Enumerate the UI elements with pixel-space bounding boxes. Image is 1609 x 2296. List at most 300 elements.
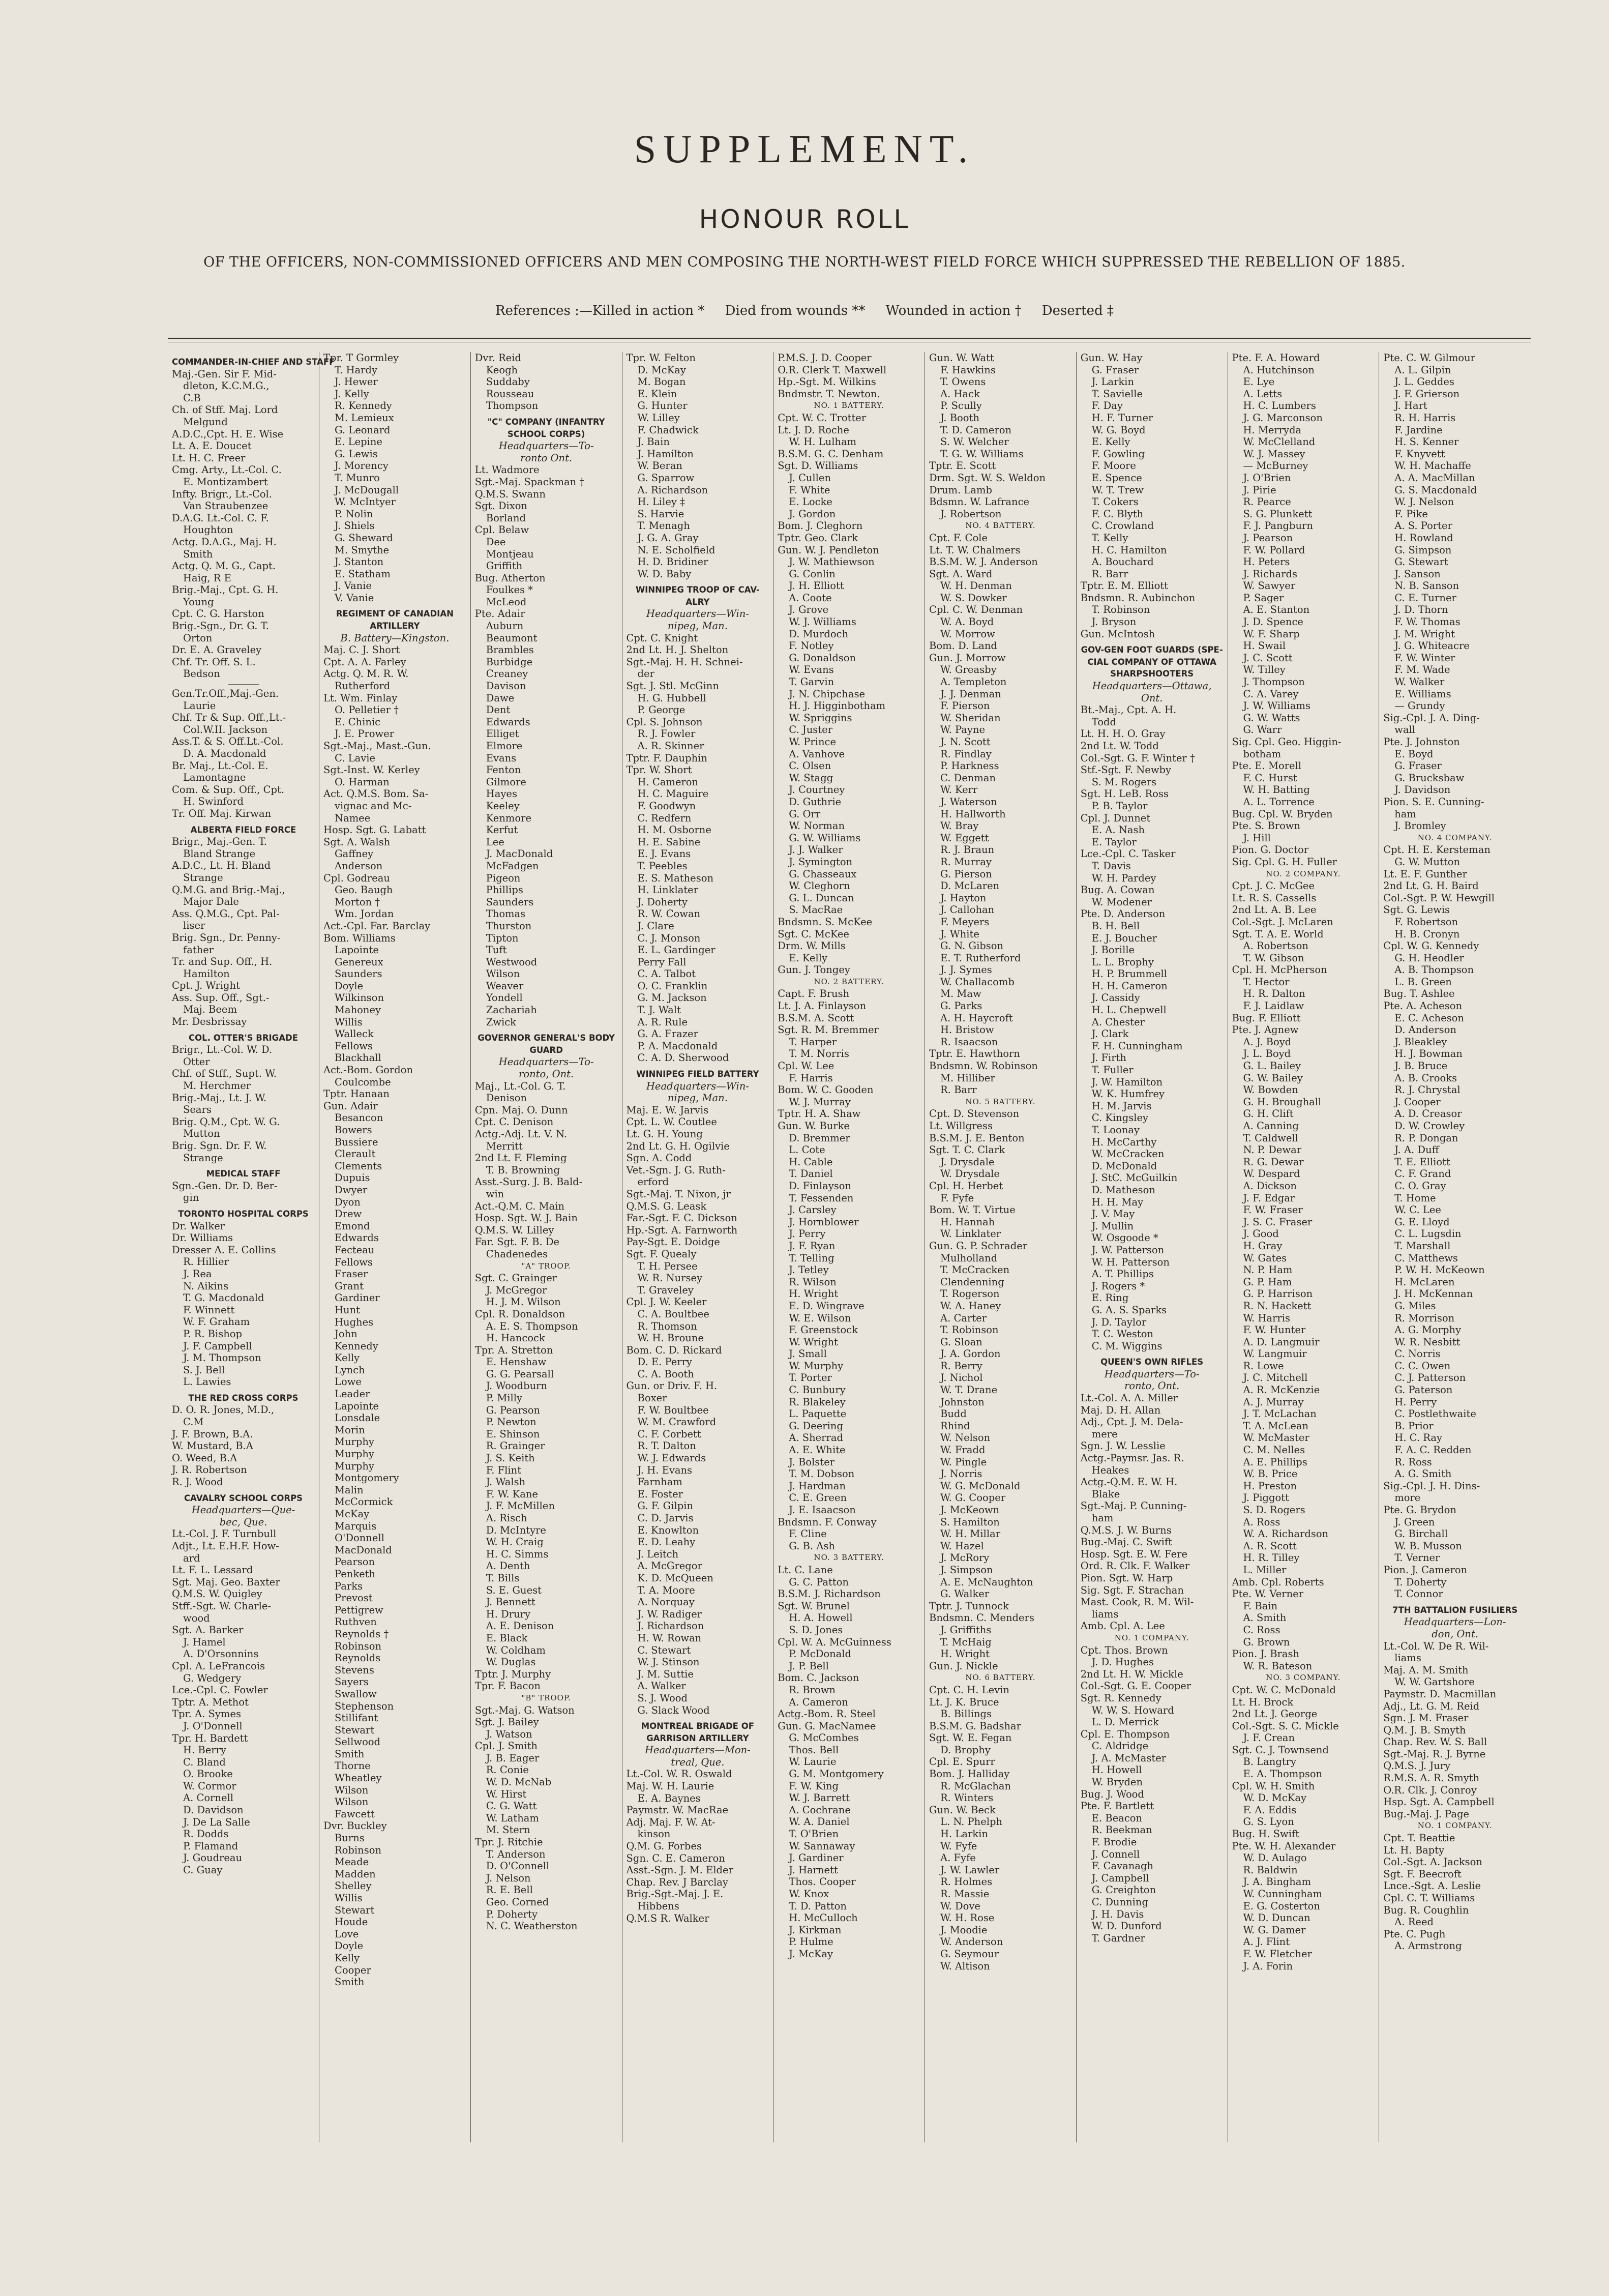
- roll-entry: J. D. Thorn: [1394, 604, 1448, 616]
- roll-entry: O. C. Franklin: [637, 980, 708, 992]
- roll-entry: J. S. Keith: [486, 1452, 535, 1464]
- roll-entry: Beaumont: [486, 632, 538, 644]
- roll-entry: J. Callohan: [940, 904, 995, 916]
- roll-entry: vignac and Mc-: [335, 800, 412, 812]
- roll-entry: J. McGregor: [486, 1284, 547, 1296]
- roll-entry: Pion. J. Brash: [1232, 1648, 1300, 1660]
- roll-entry: Tr. and Sup. Off., H.: [172, 956, 273, 968]
- roll-entry: R. P. Dongan: [1394, 1132, 1458, 1144]
- roll-entry: J. Tetley: [789, 1264, 829, 1276]
- roll-entry: Morton †: [335, 896, 380, 908]
- roll-entry: J. Hewer: [335, 376, 378, 388]
- roll-entry: F. W. Boultbee: [637, 1404, 709, 1416]
- roll-entry: Tptr. J. Murphy: [474, 1668, 551, 1680]
- roll-entry: W. Spriggins: [789, 712, 852, 724]
- roll-entry: Hosp. Sgt. G. Labatt: [323, 824, 426, 836]
- roll-entry: H. M. Jarvis: [1091, 1100, 1152, 1112]
- roll-entry: ham: [1091, 1512, 1114, 1524]
- roll-entry: L. Cote: [789, 1144, 825, 1156]
- roll-entry: Mahoney: [335, 1004, 381, 1016]
- roll-entry: Smith: [335, 1748, 365, 1760]
- roll-entry: R. J. Chrystal: [1394, 1084, 1461, 1096]
- roll-entry: Pion. S. E. Cunning-: [1383, 796, 1484, 808]
- roll-entry: Bom. C. D. Rickard: [626, 1344, 722, 1356]
- unit-heading: CAVALRY SCHOOL CORPS: [184, 1493, 303, 1503]
- roll-entry: Thos. Cooper: [789, 1876, 856, 1888]
- roll-entry: liser: [183, 920, 205, 932]
- roll-entry: Tpr. W. Felton: [626, 352, 696, 364]
- roll-entry: Smith: [183, 548, 213, 560]
- roll-entry: C. Olsen: [789, 760, 831, 772]
- roll-entry: S. D. Jones: [789, 1624, 843, 1636]
- roll-entry: J. L. Geddes: [1394, 376, 1454, 388]
- roll-entry: W. H. Patterson: [1091, 1256, 1170, 1268]
- roll-entry: N. P. Ham: [1243, 1264, 1293, 1276]
- roll-entry: G. H. Broughall: [1243, 1096, 1322, 1108]
- roll-entry: W. J. Massey: [1243, 448, 1305, 460]
- roll-entry: D. O'Connell: [486, 1860, 550, 1872]
- roll-entry: 2nd Lt. G. H. Ogilvie: [626, 1140, 730, 1152]
- roll-entry: G. S. Lyon: [1243, 1816, 1294, 1828]
- roll-entry: T. Savielle: [1091, 388, 1143, 400]
- roll-entry: Bom. J. Halliday: [929, 1768, 1010, 1780]
- roll-entry: T. H. Persee: [637, 1260, 698, 1272]
- roll-entry: J. Davidson: [1394, 784, 1451, 796]
- roll-entry: Pigeon: [486, 872, 521, 884]
- roll-entry: Bug. Cpl. W. Bryden: [1232, 808, 1333, 820]
- roll-entry: Cpl. C. W. Denman: [929, 604, 1023, 616]
- roll-entry: Vet.-Sgn. J. G. Ruth-: [626, 1164, 726, 1176]
- roll-entry: Far.-Sgt. F. C. Dickson: [626, 1212, 737, 1224]
- roll-entry: J. Gordon: [789, 508, 836, 520]
- roll-entry: W. Bray: [940, 820, 979, 832]
- roll-entry: Sgt. T. A. E. World: [1232, 928, 1324, 940]
- roll-entry: W. Sannaway: [789, 1840, 855, 1852]
- roll-entry: J. Doherty: [637, 896, 688, 908]
- roll-entry: W. Prince: [789, 736, 836, 748]
- roll-entry: G. Stewart: [1394, 556, 1448, 568]
- roll-entry: Bussiere: [335, 1136, 378, 1148]
- roll-entry: J. A. Forin: [1243, 1960, 1293, 1972]
- roll-entry: Lt. H. Bapty: [1383, 1844, 1445, 1856]
- roll-entry: T. Daniel: [789, 1168, 833, 1180]
- roll-entry: R. Blakeley: [789, 1396, 846, 1408]
- roll-entry: Wm. Jordan: [335, 908, 394, 920]
- roll-entry: H. Rowland: [1394, 532, 1453, 544]
- roll-entry: Cpl. H. McPherson: [1232, 964, 1327, 976]
- roll-entry: ard: [183, 1552, 200, 1564]
- roll-entry: A. Cochrane: [789, 1804, 851, 1816]
- roll-entry: Lowe: [335, 1376, 362, 1388]
- roll-entry: Amb. Cpl. Roberts: [1232, 1576, 1324, 1588]
- roll-entry: F. Meyers: [940, 916, 990, 928]
- roll-entry: J. Richardson: [637, 1620, 704, 1632]
- roll-entry: R. E. Bell: [486, 1884, 533, 1896]
- roll-entry: Q.M.S. Swann: [474, 488, 546, 500]
- roll-entry: T. G. Macdonald: [183, 1292, 264, 1304]
- roll-entry: G. McCombes: [789, 1732, 859, 1744]
- roll-entry: W. G. McDonald: [940, 1480, 1021, 1492]
- ref-wounded: Wounded in action †: [885, 303, 1022, 318]
- roll-entry: C. M. Wiggins: [1091, 1340, 1163, 1352]
- roll-entry: J. White: [940, 928, 979, 940]
- roll-entry: Houde: [335, 1916, 368, 1928]
- roll-entry: W. Bowden: [1243, 1084, 1298, 1096]
- roll-entry: Tptr. Geo. Clark: [778, 532, 858, 544]
- references-legend: [0, 303, 1609, 318]
- roll-entry: W. Beran: [637, 460, 682, 472]
- roll-entry: W. Lilley: [637, 411, 680, 424]
- roll-entry: Chf. Tr & Sup. Off.,Lt.-: [172, 712, 286, 724]
- roll-entry: J. S. C. Fraser: [1243, 1216, 1313, 1228]
- roll-entry: R. Massie: [940, 1888, 990, 1900]
- roll-entry: A. Walker: [637, 1680, 686, 1692]
- roll-entry: Sgn. J. M. Fraser: [1383, 1712, 1469, 1724]
- roll-entry: Sgt. H. LeB. Ross: [1080, 788, 1169, 800]
- roll-entry: Amb. Cpl. A. Lee: [1080, 1620, 1165, 1632]
- roll-entry: H. Howell: [1091, 1764, 1142, 1776]
- roll-entry: H. J. Higginbotham: [789, 700, 886, 712]
- roll-entry: G. P. Ham: [1243, 1276, 1292, 1288]
- roll-entry: T. A. Moore: [637, 1584, 695, 1596]
- roll-entry: T. D. Patton: [789, 1900, 847, 1912]
- roll-entry: J. McRory: [940, 1552, 990, 1564]
- roll-entry: H. A. Howell: [789, 1612, 853, 1624]
- roll-entry: W. Tilley: [1243, 664, 1286, 676]
- roll-entry: W. D. Aulago: [1243, 1852, 1307, 1864]
- roll-entry: A. E. Denison: [486, 1620, 554, 1632]
- roll-entry: H. Hallworth: [940, 808, 1006, 820]
- roll-entry: Tptr. A. Methot: [172, 1696, 249, 1708]
- roll-entry: H. Liley ‡: [637, 496, 685, 508]
- roll-entry: J. Courtney: [789, 784, 845, 796]
- roll-entry: Dvr. Reid: [474, 352, 521, 364]
- roll-entry: J. F. McMillen: [486, 1500, 555, 1512]
- roll-entry: Act.-Bom. Gordon: [323, 1064, 413, 1076]
- roll-entry: E. Klein: [637, 388, 677, 400]
- roll-entry: Lapointe: [335, 1400, 379, 1412]
- roll-entry: Drum. Lamb: [929, 484, 992, 496]
- roll-entry: Cpt. T. Beattie: [1383, 1832, 1455, 1844]
- roll-entry: Gun. W. Hay: [1080, 352, 1143, 364]
- roll-entry: P. R. Bishop: [183, 1328, 243, 1340]
- roll-entry: Kelly: [335, 1952, 360, 1964]
- roll-column: [773, 352, 925, 2142]
- roll-entry: Gardiner: [335, 1292, 380, 1304]
- roll-entry: J. Hamel: [183, 1636, 226, 1648]
- roll-entry: J. Nichol: [940, 1372, 983, 1384]
- roll-entry: Sgt. J. Stl. McGinn: [626, 680, 719, 692]
- roll-entry: T. Anderson: [486, 1848, 546, 1860]
- roll-entry: T. Robinson: [1091, 604, 1150, 616]
- roll-entry: McLeod: [486, 596, 527, 608]
- roll-entry: Boxer: [637, 1392, 667, 1404]
- roll-entry: Denison: [486, 1092, 527, 1104]
- roll-entry: J. Hayton: [940, 892, 987, 904]
- roll-entry: Q.M.S. J. W. Burns: [1080, 1524, 1172, 1536]
- roll-entry: E. Statham: [335, 568, 391, 580]
- roll-entry: Kennedy: [335, 1340, 378, 1352]
- roll-entry: E. L. Gardinger: [637, 944, 716, 956]
- roll-entry: J. N. Scott: [940, 736, 991, 748]
- roll-entry: Young: [183, 596, 214, 608]
- roll-entry: Chap. Rev. J Barclay: [626, 1876, 728, 1888]
- roll-entry: O. Harman: [335, 776, 390, 788]
- roll-entry: F. A. Eddis: [1243, 1804, 1297, 1816]
- roll-entry: A. Vanhove: [789, 748, 845, 760]
- roll-entry: Anderson: [335, 860, 383, 872]
- roll-entry: Lt. H. C. Freer: [172, 452, 246, 464]
- roll-entry: J. O'Brien: [1243, 472, 1291, 484]
- roll-entry: Dawe: [486, 692, 515, 704]
- roll-entry: Tpr. T Gormley: [323, 352, 399, 364]
- roll-entry: Parks: [335, 1580, 363, 1592]
- roll-entry: J. Piggott: [1243, 1492, 1289, 1504]
- roll-entry: T. E. Elliott: [1394, 1156, 1450, 1168]
- roll-entry: W. M. Crawford: [637, 1416, 717, 1428]
- unit-heading: SHARPSHOOTERS: [1110, 669, 1194, 679]
- roll-entry: Sgn. C. E. Cameron: [626, 1852, 725, 1864]
- roll-entry: J. G. A. Gray: [637, 532, 699, 544]
- roll-entry: Cpt. L. W. Coutlee: [626, 1116, 717, 1128]
- roll-entry: Pettigrew: [335, 1604, 383, 1616]
- roll-entry: Bug. J. Wood: [1080, 1788, 1144, 1800]
- roll-entry: A. E. McNaughton: [940, 1576, 1033, 1588]
- roll-entry: Drm. Sgt. W. S. Weldon: [929, 472, 1046, 484]
- roll-entry: W. D. McNab: [486, 1776, 552, 1788]
- roll-entry: A. Cornell: [183, 1792, 234, 1804]
- roll-entry: E. Black: [486, 1632, 528, 1644]
- roll-entry: Wilkinson: [335, 992, 384, 1004]
- roll-entry: M. Stern: [486, 1824, 530, 1836]
- roll-entry: T. Hector: [1243, 976, 1290, 988]
- roll-entry: R. Beekman: [1091, 1824, 1152, 1836]
- roll-entry: W. H. Broune: [637, 1332, 704, 1344]
- roll-entry: A. Denth: [486, 1560, 530, 1572]
- unit-heading: COL. OTTER'S BRIGADE: [189, 1033, 298, 1043]
- roll-entry: A. Cameron: [789, 1696, 848, 1708]
- roll-entry: B.S.M. A. Scott: [778, 1012, 854, 1024]
- roll-entry: Suddaby: [486, 376, 530, 388]
- roll-entry: Zachariah: [486, 1004, 537, 1016]
- roll-entry: J. B. Bruce: [1394, 1060, 1448, 1072]
- roll-entry: Cpl. W. A. McGuinness: [778, 1636, 891, 1648]
- roll-entry: W. Fyfe: [940, 1840, 977, 1852]
- roll-entry: Q.M.S. G. Leask: [626, 1200, 707, 1212]
- roll-entry: Sgt. T. C. Clark: [929, 1144, 1005, 1156]
- roll-entry: Hosp. Sgt. W. J. Bain: [474, 1212, 578, 1224]
- headquarters-line: bec, Que.: [219, 1516, 267, 1528]
- roll-entry: Sgt. Maj. Geo. Baxter: [172, 1576, 280, 1588]
- roll-entry: Mutton: [183, 1128, 220, 1140]
- page-title: SUPPLEMENT.: [634, 127, 975, 171]
- roll-entry: B.S.M. G. Badshar: [929, 1720, 1021, 1732]
- unit-heading: REGIMENT OF CANADIAN: [336, 609, 454, 619]
- roll-entry: Sgt.-Maj., Mast.-Gun.: [323, 740, 431, 752]
- unit-heading: QUEEN'S OWN RIFLES: [1100, 1357, 1204, 1367]
- roll-entry: Bland Strange: [183, 847, 256, 860]
- roll-entry: Cpl. H. Herbet: [929, 1180, 1003, 1192]
- roll-entry: C.M: [183, 1416, 204, 1428]
- roll-entry: Cpt. C. Knight: [626, 632, 698, 644]
- roll-entry: — McBurney: [1243, 460, 1308, 472]
- roll-entry: G. Sparrow: [637, 472, 695, 484]
- roll-entry: W. Drysdale: [940, 1168, 1000, 1180]
- roll-entry: A. J. Flint: [1243, 1936, 1290, 1948]
- roll-entry: Besancon: [335, 1112, 383, 1124]
- roll-entry: L. D. Merrick: [1091, 1716, 1159, 1728]
- roll-entry: F. Day: [1091, 400, 1123, 412]
- roll-entry: W. Payne: [940, 724, 986, 736]
- roll-entry: J. W. Williams: [1243, 700, 1311, 712]
- roll-entry: Tpr. A. Stretton: [474, 1344, 553, 1356]
- subsection-heading: NO. 1 COMPANY.: [1417, 1821, 1493, 1831]
- roll-entry: E. Knowlton: [637, 1524, 699, 1536]
- roll-entry: A. H. Haycroft: [940, 1012, 1013, 1024]
- roll-entry: Adj., Cpt. J. M. Dela-: [1080, 1416, 1183, 1428]
- roll-entry: Col.-Sgt. S. C. Mickle: [1232, 1720, 1339, 1732]
- roll-entry: W. McIntyer: [335, 496, 396, 508]
- roll-entry: A. R. Rule: [637, 1016, 688, 1028]
- page-subtitle: HONOUR ROLL: [699, 204, 910, 234]
- roll-entry: J. A. McMaster: [1091, 1752, 1167, 1764]
- roll-entry: G. A. Frazer: [637, 1028, 698, 1040]
- roll-entry: Sgt.-Maj. P. Cunning-: [1080, 1500, 1187, 1512]
- roll-entry: Col.-Sgt. A. Jackson: [1383, 1856, 1482, 1868]
- roll-entry: J. Kirkman: [789, 1924, 842, 1936]
- roll-entry: Mr. Desbrissay: [172, 1016, 247, 1028]
- roll-entry: J. B. Eager: [486, 1752, 540, 1764]
- roll-entry: T. Harper: [789, 1036, 837, 1048]
- roll-entry: Shelley: [335, 1880, 372, 1892]
- roll-entry: Capt. F. Brush: [778, 988, 850, 1000]
- roll-entry: H. B. Cronyn: [1394, 928, 1460, 940]
- roll-entry: P. W. H. McKeown: [1394, 1264, 1485, 1276]
- roll-entry: J. Bolster: [789, 1456, 835, 1468]
- roll-entry: J. D. Taylor: [1091, 1316, 1147, 1328]
- roll-entry: McCormick: [335, 1496, 393, 1508]
- roll-entry: Pay-Sgt. E. Doidge: [626, 1236, 720, 1248]
- roll-entry: Gun. G. MacNamee: [778, 1720, 876, 1732]
- roll-entry: W. D. McKay: [1243, 1792, 1306, 1804]
- roll-entry: J. Pirie: [1243, 484, 1276, 496]
- roll-entry: J. H. Elliott: [789, 580, 844, 592]
- roll-entry: W. R. Nesbitt: [1394, 1336, 1461, 1348]
- roll-entry: Sgt. C. J. Townsend: [1232, 1744, 1329, 1756]
- roll-entry: Genereux: [335, 956, 383, 968]
- roll-entry: B. Prior: [1394, 1420, 1434, 1432]
- roll-entry: W. McClelland: [1243, 436, 1316, 448]
- roll-entry: P. B. Taylor: [1091, 800, 1148, 812]
- roll-entry: R. Murray: [940, 856, 992, 868]
- roll-entry: W. D. Dunford: [1091, 1920, 1162, 1932]
- roll-entry: J. C. Scott: [1243, 652, 1293, 664]
- roll-entry: Infty. Brigr., Lt.-Col.: [172, 488, 272, 500]
- roll-entry: F. Flint: [486, 1464, 522, 1476]
- unit-heading: MONTREAL BRIGADE OF: [641, 1721, 754, 1731]
- roll-entry: J. D. Spence: [1243, 616, 1303, 628]
- roll-entry: wall: [1394, 724, 1416, 736]
- roll-entry: F. H. Cunningham: [1091, 1040, 1183, 1052]
- roll-entry: Sellwood: [335, 1736, 381, 1748]
- roll-entry: D. Matheson: [1091, 1184, 1155, 1196]
- roll-entry: Tpr. F. Bacon: [474, 1680, 541, 1692]
- roll-entry: Stephenson: [335, 1700, 394, 1712]
- roll-entry: Bug. Atherton: [474, 572, 546, 584]
- roll-entry: J. Harnett: [789, 1864, 838, 1876]
- roll-entry: A. D'Orsonnins: [183, 1648, 259, 1660]
- roll-entry: H. Wright: [789, 1288, 839, 1300]
- roll-entry: Love: [335, 1928, 359, 1940]
- roll-entry: Fawcett: [335, 1808, 375, 1820]
- roll-entry: P. McDonald: [789, 1648, 851, 1660]
- roll-entry: W. Hazel: [940, 1540, 984, 1552]
- roll-entry: L. L. Brophy: [1091, 956, 1154, 968]
- roll-entry: Lt. J. A. Finlayson: [778, 1000, 867, 1012]
- roll-entry: Sgt.-Maj. G. Watson: [474, 1704, 575, 1716]
- roll-entry: T. O'Brien: [789, 1828, 839, 1840]
- roll-entry: W. Sheridan: [940, 712, 1001, 724]
- roll-entry: J. Leitch: [637, 1548, 679, 1560]
- roll-entry: Kerfut: [486, 824, 518, 836]
- roll-entry: J. Campbell: [1091, 1872, 1149, 1884]
- roll-entry: A. E. Stanton: [1243, 604, 1310, 616]
- roll-entry: A. Sherrad: [789, 1432, 843, 1444]
- roll-entry: Sgt. R. Kennedy: [1080, 1692, 1161, 1704]
- roll-entry: F. C. Hurst: [1243, 772, 1297, 784]
- roll-entry: Cpl. Belaw: [474, 524, 529, 536]
- roll-entry: J. Woodburn: [486, 1380, 548, 1392]
- roll-entry: L. Paquette: [789, 1408, 847, 1420]
- roll-entry: MacDonald: [335, 1544, 392, 1556]
- roll-entry: Maj., Lt.-Col. G. T.: [474, 1080, 566, 1092]
- roll-entry: John: [335, 1328, 357, 1340]
- roll-entry: Cpn. Maj. O. Dunn: [474, 1104, 568, 1116]
- roll-entry: F. Chadwick: [637, 424, 699, 436]
- roll-entry: G. G. Pearsall: [486, 1368, 554, 1380]
- roll-entry: Cpl. W. Lee: [778, 1060, 835, 1072]
- roll-entry: E. Montizambert: [183, 476, 268, 488]
- roll-entry: Pte. W. Verner: [1232, 1588, 1303, 1600]
- roll-entry: W. Modener: [1091, 896, 1152, 908]
- roll-entry: J. J. Symes: [940, 964, 992, 976]
- roll-column: [622, 352, 774, 2142]
- roll-entry: Cpt. H. E. Kersteman: [1383, 844, 1491, 856]
- roll-entry: V. Vanie: [335, 592, 374, 604]
- roll-entry: dleton, K.C.M.G.,: [183, 380, 270, 392]
- roll-entry: C. F. Grand: [1394, 1168, 1451, 1180]
- roll-entry: E. D. Leahy: [637, 1536, 696, 1548]
- roll-entry: Lt. H. H. O. Gray: [1080, 728, 1166, 740]
- roll-entry: J. Hamilton: [637, 448, 694, 460]
- roll-entry: J. Drysdale: [940, 1156, 995, 1168]
- roll-entry: Pte. J. Agnew: [1232, 1024, 1299, 1036]
- roll-entry: Q.M. J. B. Smyth: [1383, 1724, 1466, 1736]
- roll-entry: W. Sawyer: [1243, 580, 1296, 592]
- roll-entry: W. Kerr: [940, 784, 978, 796]
- roll-entry: Lt. R. S. Cassells: [1232, 892, 1317, 904]
- roll-entry: Willis: [335, 1892, 363, 1904]
- roll-entry: O.R. Clerk T. Maxwell: [778, 364, 887, 376]
- roll-entry: Sgt. D. Williams: [778, 460, 858, 472]
- roll-entry: D. Murdoch: [789, 628, 849, 640]
- roll-entry: 2nd Lt. G. H. Baird: [1383, 880, 1479, 892]
- roll-entry: Reynolds: [335, 1652, 381, 1664]
- roll-entry: Wheatley: [335, 1772, 382, 1784]
- roll-entry: T. Cokers: [1091, 496, 1139, 508]
- roll-entry: J. Waterson: [940, 796, 997, 808]
- roll-entry: Clements: [335, 1160, 382, 1172]
